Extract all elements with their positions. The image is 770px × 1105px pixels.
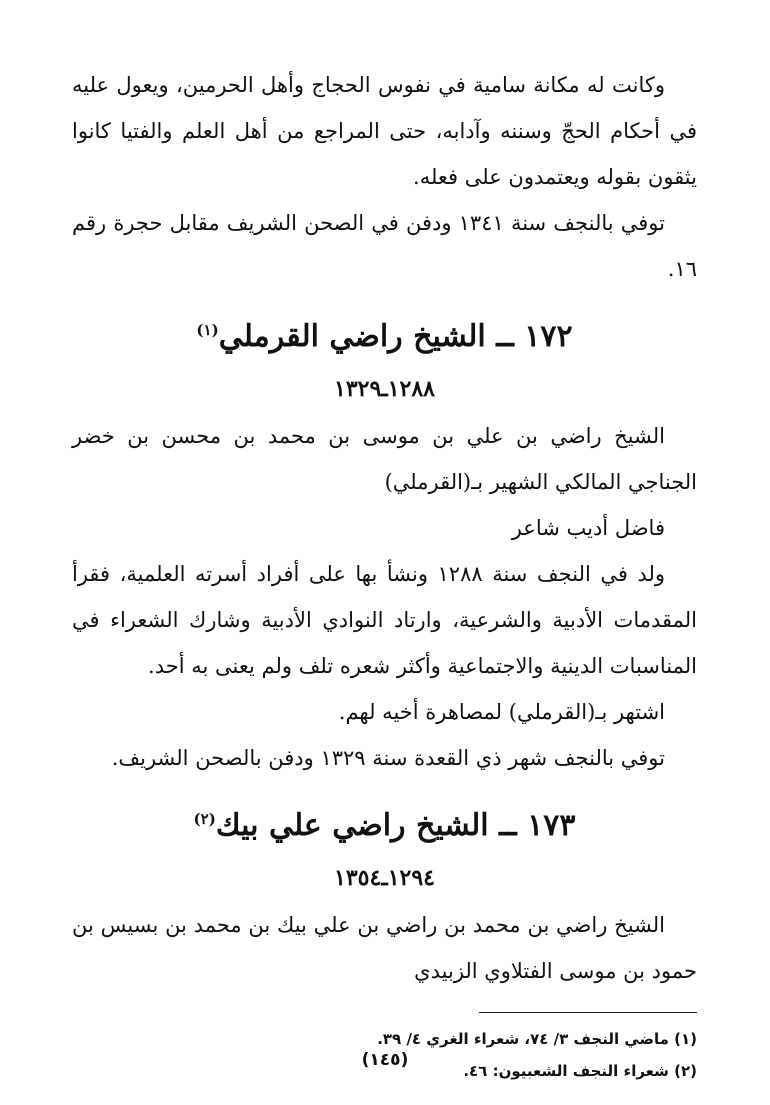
entry-173-title-text: ١٧٣ ــ الشيخ راضي علي بيك [215, 808, 576, 843]
page-number: (١٤٥) [361, 1050, 409, 1070]
entry-172-title [72, 300, 697, 367]
page-body [72, 62, 697, 1087]
entry-173-footnote-mark: (٢) [193, 810, 216, 828]
entry-173-paragraph-1: الشيخ راضي بن محمد بن راضي بن علي بيك بن محمد بن بسيس بن حمود بن موسى الفتلاوي الزبيدي [72, 913, 697, 983]
entry-172-title-text: ١٧٢ ــ الشيخ راضي القرملي [218, 319, 573, 354]
footnote-1: (١) ماضي النجف ٣/ ٧٤، شعراء الغري ٤/ ٣٩. [377, 1030, 697, 1048]
entry-172-paragraph-1: الشيخ راضي بن علي بن موسى بن محمد بن محسن بن خضر الجناجي المالكي الشهير بـ(القرملي) [72, 424, 697, 494]
footnote-2: (٢) شعراء النجف الشعبيون: ٤٦. [463, 1062, 697, 1080]
entry-172-footnote-mark: (١) [196, 321, 219, 339]
entry-172-years: ١٢٨٨ـ١٣٢٩ [334, 376, 435, 402]
entry-172-paragraph-4: اشتهر بـ(القرملي) لمصاهرة أخيه لهم. [338, 700, 665, 724]
intro-paragraph-2: توفي بالنجف سنة ١٣٤١ ودفن في الصحن الشريف مقابل حجرة رقم ١٦. [72, 211, 697, 281]
intro-paragraph-1: وكانت له مكانة سامية في نفوس الحجاج وأهل الحرمين، ويعول عليه في أحكام الحجّ وسننه وآدابه، حتى المراجع من أهل العلم والفتيا كانوا يثقون بقوله ويعتمدون على فعله. [72, 73, 697, 189]
entry-173-years: ١٢٩٤ـ١٣٥٤ [334, 865, 435, 891]
entry-173-title [72, 789, 697, 856]
entry-172-paragraph-5: توفي بالنجف شهر ذي القعدة سنة ١٣٢٩ ودفن بالصحن الشريف. [111, 746, 665, 770]
footnote-divider [479, 1012, 697, 1013]
entry-172-paragraph-3: ولد في النجف سنة ١٢٨٨ ونشأ بها على أفراد أسرته العلمية، فقرأ المقدمات الأدبية والشرعية، وارتاد النوادي الأدبية وشارك الشعراء في المناسبات الدينية والاجتماعية وأكثر شعره تلف ولم يعنى به أحد. [72, 562, 697, 678]
entry-172-paragraph-2: فاضل أديب شاعر [511, 516, 665, 540]
